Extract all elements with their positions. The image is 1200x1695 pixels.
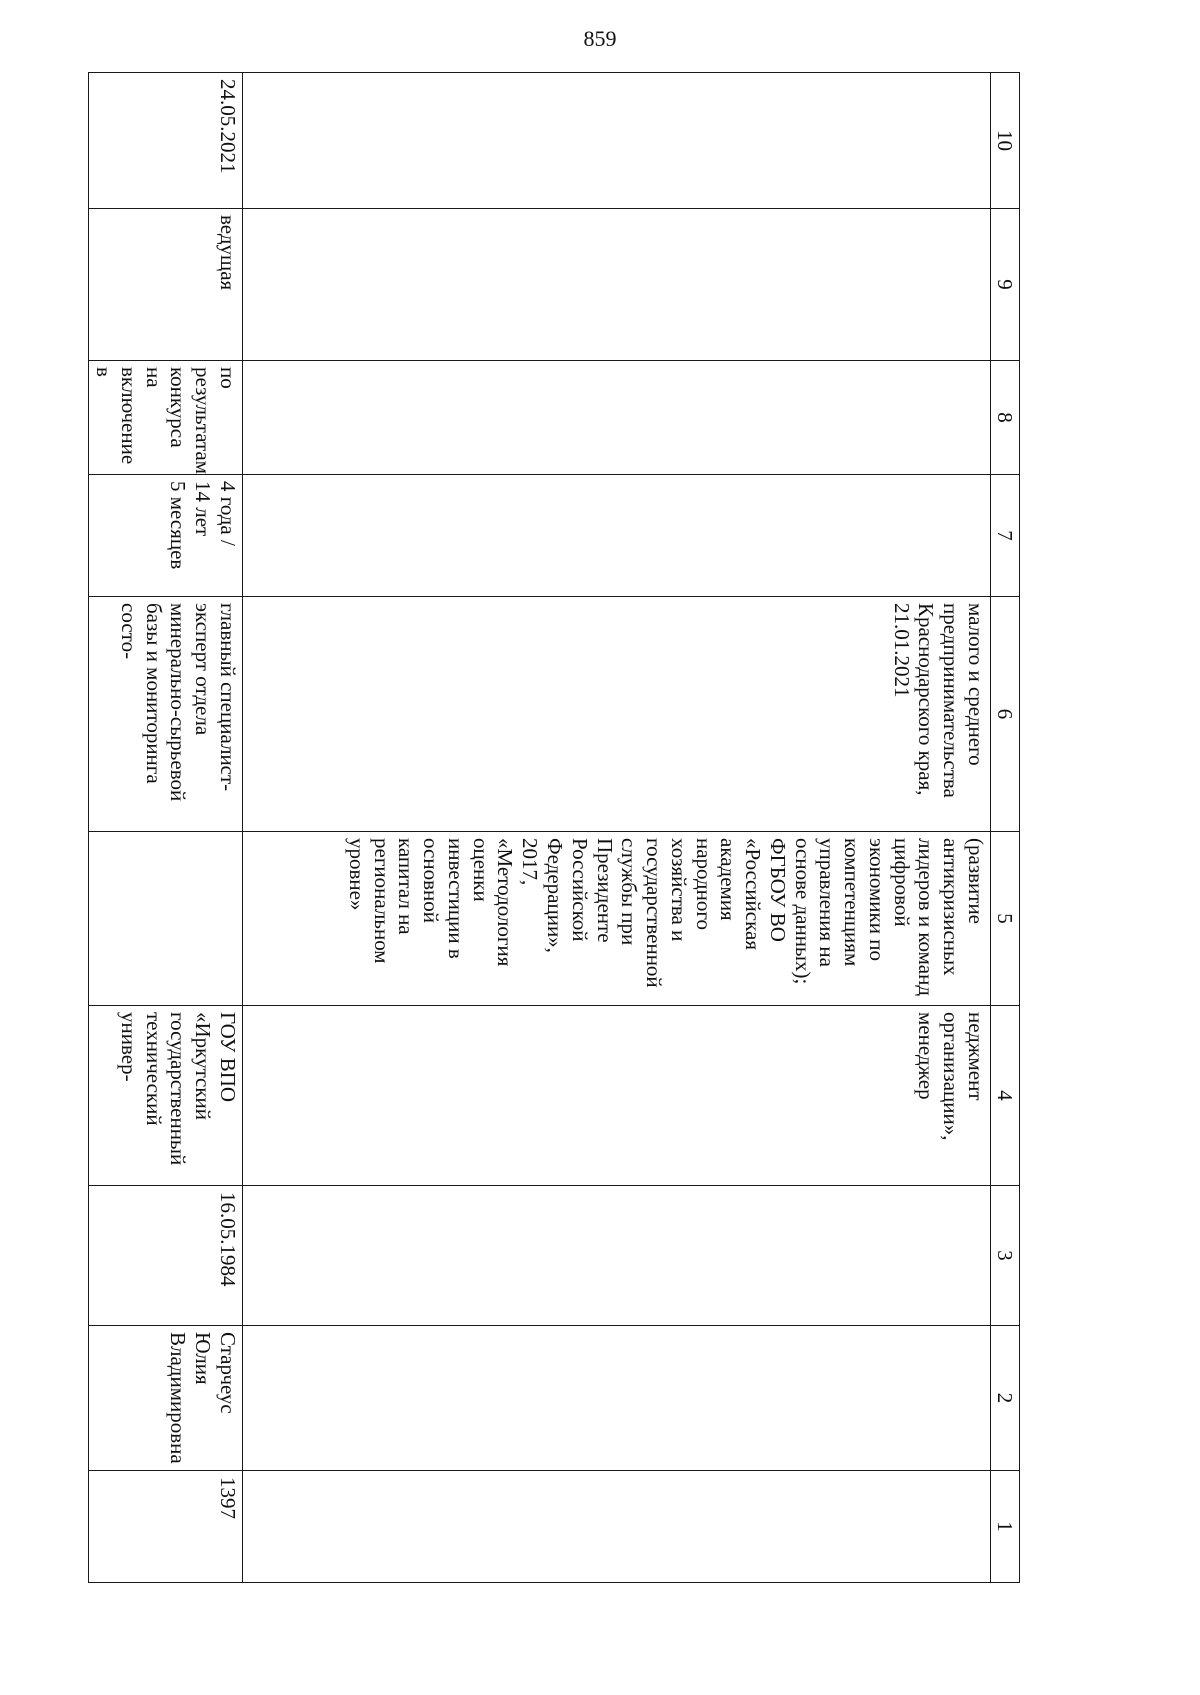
column-header-1: 1 (991, 1471, 1020, 1583)
table-row-1397 (89, 73, 243, 1583)
cell-experience (243, 475, 991, 597)
cell-text: 1397 (216, 1477, 240, 1519)
column-header-5: 5 (991, 832, 1020, 1006)
cell-text: малого и среднего предпринимательства Краснодарского края, 21.01.2021 (889, 603, 988, 798)
cell-basis (89, 361, 243, 475)
cell-group (89, 209, 243, 361)
cell-group (243, 209, 991, 361)
cell-text: 16.05.1984 (216, 1192, 240, 1287)
cell-text: (развитие антикризисных лидеров и команд цифровой экономики по компетенциям управления на основе данных); ФГБОУ ВО «Российская академия народного хозяйства и государственной службы при Президенте Российской Федерации», 2017, «Методология оценки инвестиции в основной капитал на региональном уровне» (344, 838, 988, 997)
cell-full-name (243, 1326, 991, 1471)
column-header-4: 4 (991, 1006, 1020, 1186)
cell-award-date (89, 73, 243, 209)
cell-award-date (243, 73, 991, 209)
cell-basis (243, 361, 991, 475)
cell-birth-date (243, 1186, 991, 1326)
column-header-10: 10 (991, 73, 1020, 209)
cell-row-number (89, 1471, 243, 1583)
cell-birth-date (89, 1186, 243, 1326)
column-header-3: 3 (991, 1186, 1020, 1326)
rotated-table-container (92, 72, 1020, 1582)
page-number: 859 (583, 26, 617, 51)
column-header-9: 9 (991, 209, 1020, 361)
table-row-continuation (243, 73, 991, 1583)
column-header-8: 8 (991, 361, 1020, 475)
cell-full-name (89, 1326, 243, 1471)
cell-text: Старчеус Юлия Владимировна (166, 1332, 240, 1464)
cell-text: главный специалист-эксперт отдела минерально-сырьевой базы и мониторинга состо- (116, 603, 240, 802)
registry-table (88, 72, 1020, 1583)
cell-experience (89, 475, 243, 597)
cell-education (243, 1006, 991, 1186)
cell-education (89, 1006, 243, 1186)
cell-position (243, 597, 991, 832)
column-number-row (991, 73, 1020, 1583)
cell-text: 24.05.2021 (216, 79, 240, 174)
cell-text: 4 года / 14 лет 5 месяцев (166, 481, 240, 570)
cell-text: неджмент организации», менеджер (914, 1012, 988, 1141)
table-viewport (92, 72, 1020, 1582)
cell-additional-education (243, 832, 991, 1006)
cell-position (89, 597, 243, 832)
column-header-2: 2 (991, 1326, 1020, 1471)
cell-additional-education (89, 832, 243, 1006)
cell-text: по результатам конкурса на включение в (92, 367, 240, 475)
cell-row-number (243, 1471, 991, 1583)
cell-text: ведущая (216, 215, 240, 291)
column-header-7: 7 (991, 475, 1020, 597)
cell-text: ГОУ ВПО «Иркутский государственный технический универ- (116, 1012, 240, 1166)
column-header-6: 6 (991, 597, 1020, 832)
